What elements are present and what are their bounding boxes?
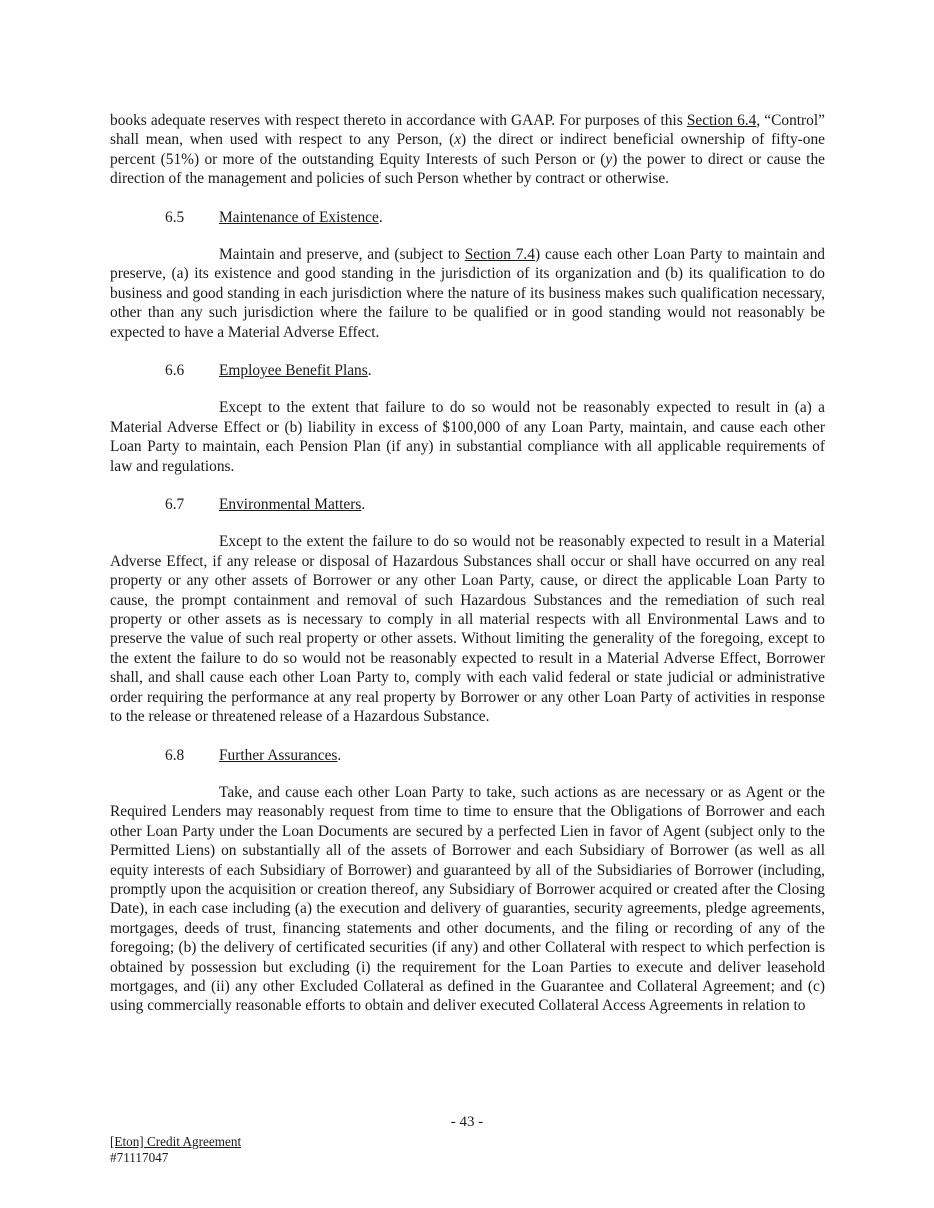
section-title: Further Assurances bbox=[219, 746, 338, 764]
intro-paragraph: books adequate reserves with respect thereto in accordance with GAAP. For purposes of this Section 6.4, “Control” shall mean, when used with respect to any Person, (x) the direct or indirect beneficial ownership of fifty-one percent (51%) or more of the outstanding Equity Interests of such Person or (y) the power to direct or cause the direction of the management and policies of such Person whether by contract or otherwise. bbox=[110, 112, 825, 188]
section-heading-6-8: 6.8 Further Assurances. bbox=[165, 746, 342, 764]
section-body-6-7: Except to the extent the failure to do so would not be reasonably expected to result in a Material Adverse Effect, if any release or disposal of Hazardous Substances shall occur or shall have occurred on any real property or any other assets of Borrower or any other Loan Party, cause, or direct the applicable Loan Party to cause, the prompt containment and removal of such Hazardous Substances and the remediation of such real property or other assets as is necessary to comply in all material respects with all Environmental Laws and to preserve the value of such real property or other assets. Without limiting the generality of the foregoing, except to the extent the failure to do so would not be reasonably expected to result in a Material Adverse Effect, Borrower shall, and shall cause each other Loan Party to, comply with each valid federal or state judicial or administrative order requiring the performance at any real property by Borrower or any other Loan Party of activities in response to the release or threatened release of a Hazardous Substance. bbox=[110, 533, 825, 726]
document-footer bbox=[110, 1134, 241, 1166]
page-number: - 43 - bbox=[450, 1114, 484, 1130]
section-title: Maintenance of Existence bbox=[219, 208, 379, 226]
section-number: 6.8 bbox=[165, 746, 185, 764]
section-number: 6.7 bbox=[165, 496, 185, 514]
footer-document-title: [Eton] Credit Agreement bbox=[110, 1134, 242, 1149]
document-page bbox=[110, 111, 825, 1016]
section-reference: Section 7.4 bbox=[464, 246, 535, 264]
footer-document-id: #71117047 bbox=[110, 1150, 169, 1165]
section-title: Environmental Matters bbox=[219, 496, 362, 514]
section-title: Employee Benefit Plans bbox=[219, 362, 368, 380]
section-body-6-5: Maintain and preserve, and (subject to Section 7.4) cause each other Loan Party to maintain and preserve, (a) its existence and good standing in the jurisdiction of its organization and (b) its qualification to do business and good standing in each jurisdiction where the nature of its business makes such qualification necessary, other than any such jurisdiction where the failure to be qualified or in good standing would not reasonably be expected to have a Material Adverse Effect. bbox=[110, 246, 825, 341]
section-body-6-8: Take, and cause each other Loan Party to take, such actions as are necessary or as Agent or the Required Lenders may reasonably request from time to time to ensure that the Obligations of Borrower and each other Loan Party under the Loan Documents are secured by a perfected Lien in favor of Agent (subject only to the Permitted Liens) on substantially all of the assets of Borrower and each Subsidiary of Borrower (as well as all equity interests of each Subsidiary of Borrower) and guaranteed by all of the Subsidiaries of Borrower (including, promptly upon the acquisition or creation thereof, any Subsidiary of Borrower acquired or created after the Closing Date), in each case including (a) the execution and delivery of guaranties, security agreements, pledge agreements, mortgages, deeds of trust, financing statements and other documents, and the filing or recording of any of the foregoing; (b) the delivery of certificated securities (if any) and other Collateral with respect to which perfection is obtained by possession but excluding (i) the requirement for the Loan Parties to execute and deliver leasehold mortgages, and (ii) any other Excluded Collateral as defined in the Guarantee and Collateral Agreement; and (c) using commercially reasonable efforts to obtain and deliver executed Collateral Access Agreements in relation to bbox=[110, 783, 825, 1015]
section-heading-6-5: 6.5 Maintenance of Existence. bbox=[165, 208, 383, 226]
section-reference: Section 6.4 bbox=[686, 112, 757, 129]
section-heading-6-7: 6.7 Environmental Matters. bbox=[165, 496, 366, 514]
section-number: 6.6 bbox=[165, 362, 185, 380]
section-number: 6.5 bbox=[165, 208, 185, 226]
section-body-6-6: Except to the extent that failure to do so would not be reasonably expected to result in (a) a Material Adverse Effect or (b) liability in excess of $100,000 of any Loan Party, maintain, and cause each other Loan Party to maintain, each Pension Plan (if any) in substantial compliance with all applicable requirements of law and regulations. bbox=[110, 399, 825, 475]
section-heading-6-6: 6.6 Employee Benefit Plans. bbox=[165, 362, 372, 380]
